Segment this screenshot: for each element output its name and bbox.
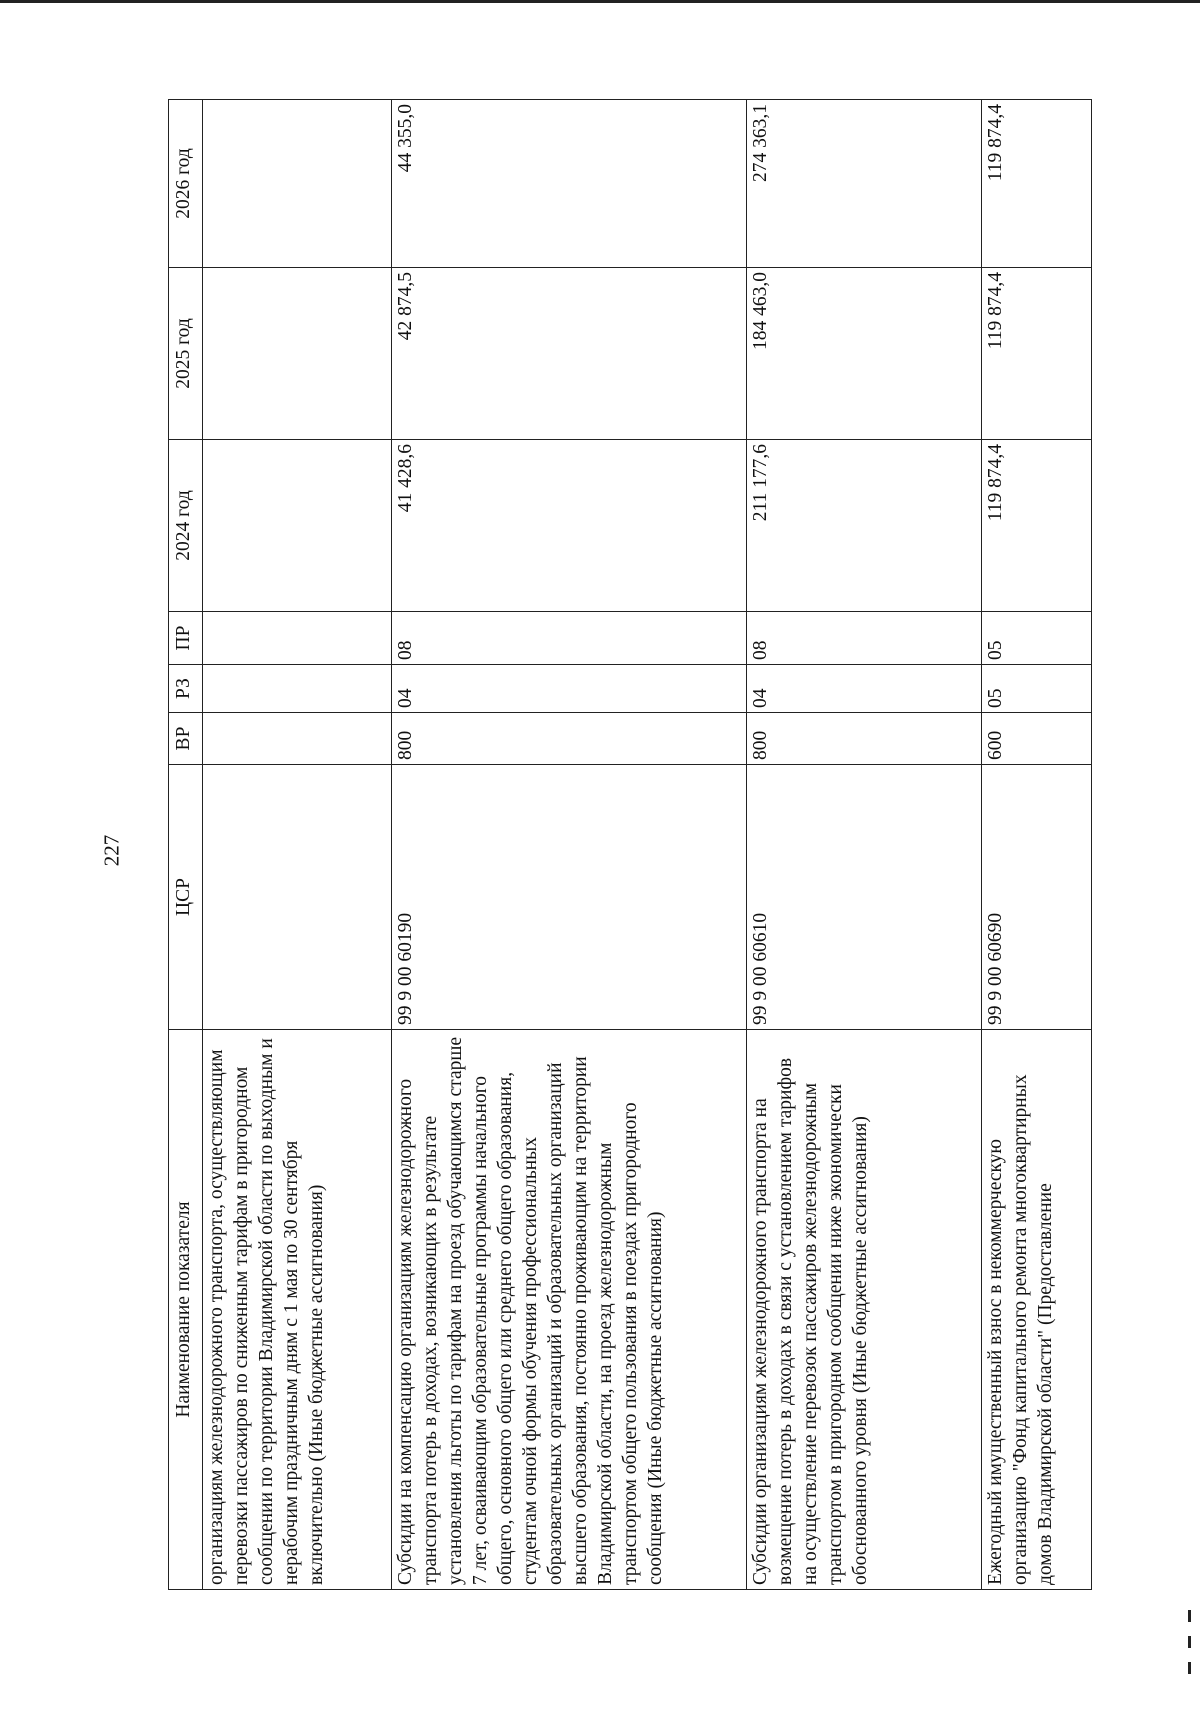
row-2025: 42 874,5 [392, 268, 747, 440]
row-name: Субсидии организациям железнодорожного транспорта на возмещение потерь в доходах в связи с установлением тарифов на осуществление перевозок пассажиров железнодорожным транспортом в пригородном сообщении ниже экономически обоснованного уровня (Иные бюджетные ассигнования) [747, 1030, 982, 1590]
row-2024 [203, 440, 392, 612]
row-csr [203, 765, 392, 1030]
row-2025 [203, 268, 392, 440]
row-2025: 184 463,0 [747, 268, 982, 440]
row-csr: 99 9 00 60610 [747, 765, 982, 1030]
row-csr: 99 9 00 60190 [392, 765, 747, 1030]
top-edge-line [0, 0, 1200, 3]
row-2026: 274 363,1 [747, 100, 982, 268]
row-2024: 211 177,6 [747, 440, 982, 612]
row-2025: 119 874,4 [982, 268, 1092, 440]
row-name: Ежегодный имущественный взнос в некоммерческую организацию "Фонд капитального ремонта многоквартирных домов Владимирской области" (Предоставление [982, 1030, 1092, 1590]
row-rz [203, 665, 392, 713]
row-2024: 119 874,4 [982, 440, 1092, 612]
row-pr: 05 [982, 612, 1092, 665]
row-2024: 41 428,6 [392, 440, 747, 612]
row-vr: 800 [392, 713, 747, 765]
table-row [203, 100, 392, 1590]
table-header-row [169, 100, 203, 1590]
row-pr [203, 612, 392, 665]
budget-table [168, 99, 1092, 1590]
table-row [982, 100, 1092, 1590]
header-pr: ПР [169, 612, 203, 665]
row-rz: 04 [747, 665, 982, 713]
row-pr: 08 [747, 612, 982, 665]
header-vr: ВР [169, 713, 203, 765]
rotated-table-wrapper [168, 104, 1086, 1590]
header-2025: 2025 год [169, 268, 203, 440]
table-row [392, 100, 747, 1590]
row-2026: 119 874,4 [982, 100, 1092, 268]
row-2026: 44 355,0 [392, 100, 747, 268]
row-pr: 08 [392, 612, 747, 665]
row-rz: 04 [392, 665, 747, 713]
table-row [747, 100, 982, 1590]
header-csr: ЦСР [169, 765, 203, 1030]
header-rz: РЗ [169, 665, 203, 713]
row-vr [203, 713, 392, 765]
row-rz: 05 [982, 665, 1092, 713]
header-2024: 2024 год [169, 440, 203, 612]
row-name: организациям железнодорожного транспорта, осуществляющим перевозки пассажиров по сниженным тарифам в пригородном сообщении по территории Владимирской области по выходным и нерабочим праздничным дням с 1 мая по 30 сентября включительно (Иные бюджетные ассигнования) [203, 1030, 392, 1590]
header-2026: 2026 год [169, 100, 203, 268]
row-vr: 800 [747, 713, 982, 765]
edge-marks [1188, 1610, 1191, 1690]
row-name: Субсидии на компенсацию организациям железнодорожного транспорта потерь в доходах, возникающих в результате установления льготы по тарифам на проезд обучающимся старше 7 лет, осваивающим образовательные программы начального общего, основного общего или среднего общего образования, студентам очной формы обучения профессиональных образовательных организаций и образовательных организаций высшего образования, постоянно проживающим на территории Владимирской области, на проезд железнодорожным транспортом общего пользования в поездах пригородного сообщения (Иные бюджетные ассигнования) [392, 1030, 747, 1590]
row-csr: 99 9 00 60690 [982, 765, 1092, 1030]
row-2026 [203, 100, 392, 268]
header-name: Наименование показателя [169, 1030, 203, 1590]
row-vr: 600 [982, 713, 1092, 765]
page-number: 227 [99, 834, 124, 867]
